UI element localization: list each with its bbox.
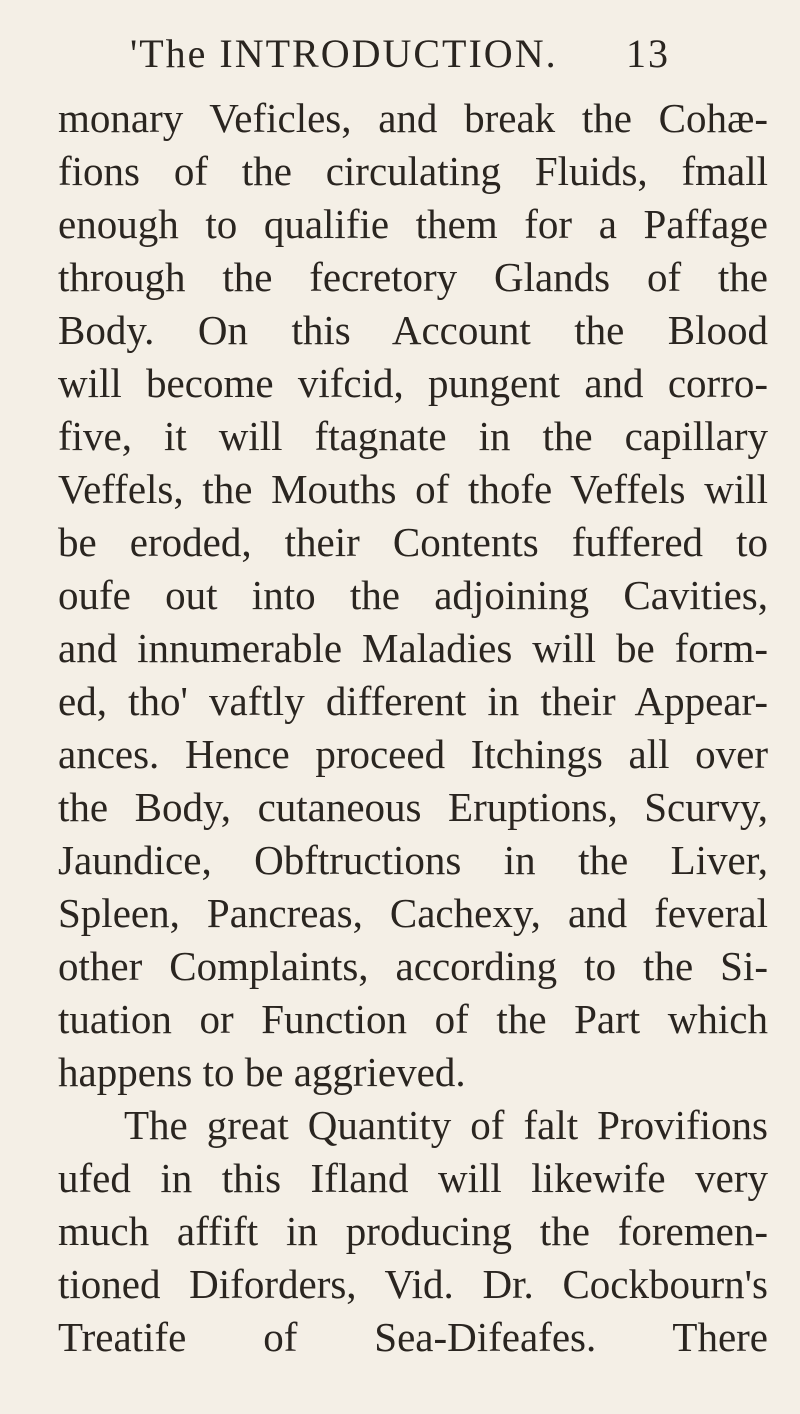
text-line: much affift in producing the foremen-: [58, 1208, 768, 1254]
text-line: monary Veficles, and break the Cohæ-: [58, 95, 768, 141]
text-line: The great Quantity of falt Provifions: [124, 1102, 768, 1148]
text-line: enough to qualifie them for a Paffage: [58, 201, 768, 247]
text-line: Body. On this Account the Blood: [58, 307, 768, 353]
text-line: happens to be aggrieved.: [58, 1049, 466, 1095]
text-line: Treatife of Sea-Difeafes. There: [58, 1314, 768, 1360]
text-line: Spleen, Pancreas, Cachexy, and feveral: [58, 890, 768, 936]
text-line: be eroded, their Contents fuffered to: [58, 519, 768, 565]
text-line: through the fecretory Glands of the: [58, 254, 768, 300]
text-line: fions of the circulating Fluids, fmall: [58, 148, 768, 194]
text-line: tuation or Function of the Part which: [58, 996, 768, 1042]
running-header: [130, 30, 670, 86]
text-line: and innumerable Maladies will be form-: [58, 625, 768, 671]
text-line: ances. Hence proceed Itchings all over: [58, 731, 768, 777]
text-line: ed, tho' vaftly different in their Appear-: [58, 678, 768, 724]
text-line: oufe out into the adjoining Cavities,: [58, 572, 768, 618]
text-line: ufed in this Ifland will likewife very: [58, 1155, 768, 1201]
running-title: 'The INTRODUCTION.: [130, 31, 558, 76]
page-number: 13: [626, 31, 670, 76]
text-line: Jaundice, Obftructions in the Liver,: [58, 837, 768, 883]
text-line: Veffels, the Mouths of thofe Veffels will: [58, 466, 768, 512]
text-line: other Complaints, according to the Si-: [58, 943, 768, 989]
text-line: the Body, cutaneous Eruptions, Scurvy,: [58, 784, 768, 830]
text-line: five, it will ftagnate in the capillary: [58, 413, 768, 459]
text-line: tioned Diforders, Vid. Dr. Cockbourn's: [58, 1261, 768, 1307]
text-line: will become vifcid, pungent and corro-: [58, 360, 768, 406]
